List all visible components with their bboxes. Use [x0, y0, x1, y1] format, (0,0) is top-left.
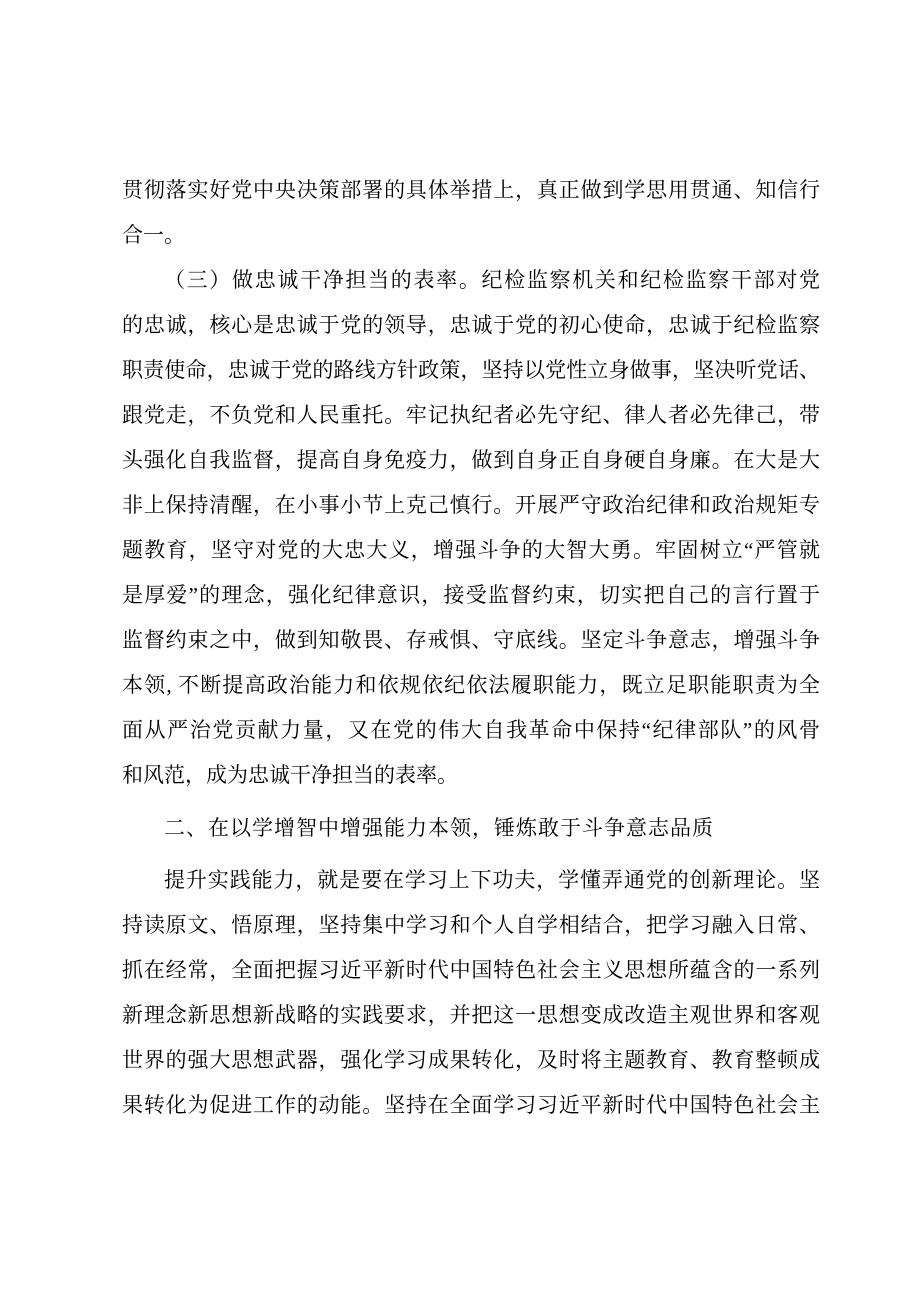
text-line: 合一。 — [122, 223, 185, 247]
text-line: 本领, 不断提高政治能力和依规依纪依法履职能力，既立足职能职责为全 — [122, 673, 820, 697]
heading-section-two — [122, 806, 820, 851]
text-line: 果转化为促进工作的动能。坚持在全面学习习近平新时代中国特色社会主 — [122, 1093, 820, 1117]
text-line: 和风范，成为忠诚干净担当的表率。 — [122, 763, 458, 787]
text-line: 非上保持清醒，在小事小节上克己慎行。开展严守政治纪律和政治规矩专 — [122, 493, 820, 517]
paragraph-section-three — [122, 258, 820, 798]
text-line: 提升实践能力，就是要在学习上下功夫，学懂弄通党的创新理论。坚 — [164, 868, 820, 892]
text-line: 新理念新思想新战略的实践要求，并把这一思想变成改造主观世界和客观 — [122, 1003, 820, 1027]
text-line: 抓在经常，全面把握习近平新时代中国特色社会主义思想所蕴含的一系列 — [122, 958, 820, 982]
text-line: 监督约束之中，做到知敬畏、存戒惧、守底线。坚定斗争意志，增强斗争 — [122, 628, 820, 652]
text-line: （三）做忠诚干净担当的表率。纪检监察机关和纪检监察干部对党 — [164, 268, 820, 292]
text-line: 头强化自我监督，提高自身免疫力，做到自身正自身硬自身廉。在大是大 — [122, 448, 820, 472]
text-line: 是厚爱”的理念，强化纪律意识，接受监督约束，切实把自己的言行置于 — [122, 583, 820, 607]
text-line: 贯彻落实好党中央决策部署的具体举措上，真正做到学思用贯通、知信行 — [122, 178, 820, 202]
text-line: 面从严治党贡献力量，又在党的伟大自我革命中保持“纪律部队”的风骨 — [122, 718, 820, 742]
section-heading-line: 二、在以学增智中增强能力本领，锤炼敢于斗争意志品质 — [164, 816, 714, 840]
text-line: 的忠诚，核心是忠诚于党的领导，忠诚于党的初心使命，忠诚于纪检监察 — [122, 313, 820, 337]
text-line: 职责使命，忠诚于党的路线方针政策，坚持以党性立身做事，坚决听党话、 — [122, 358, 820, 382]
paragraph-learning — [122, 858, 820, 1128]
paragraph-continuation — [122, 168, 820, 258]
text-line: 跟党走，不负党和人民重托。牢记执纪者必先守纪、律人者必先律己，带 — [122, 403, 820, 427]
text-line: 持读原文、悟原理，坚持集中学习和个人自学相结合，把学习融入日常、 — [122, 913, 820, 937]
text-line: 题教育，坚守对党的大忠大义，增强斗争的大智大勇。牢固树立“严管就 — [122, 538, 820, 562]
text-line: 世界的强大思想武器，强化学习成果转化，及时将主题教育、教育整顿成 — [122, 1048, 820, 1072]
